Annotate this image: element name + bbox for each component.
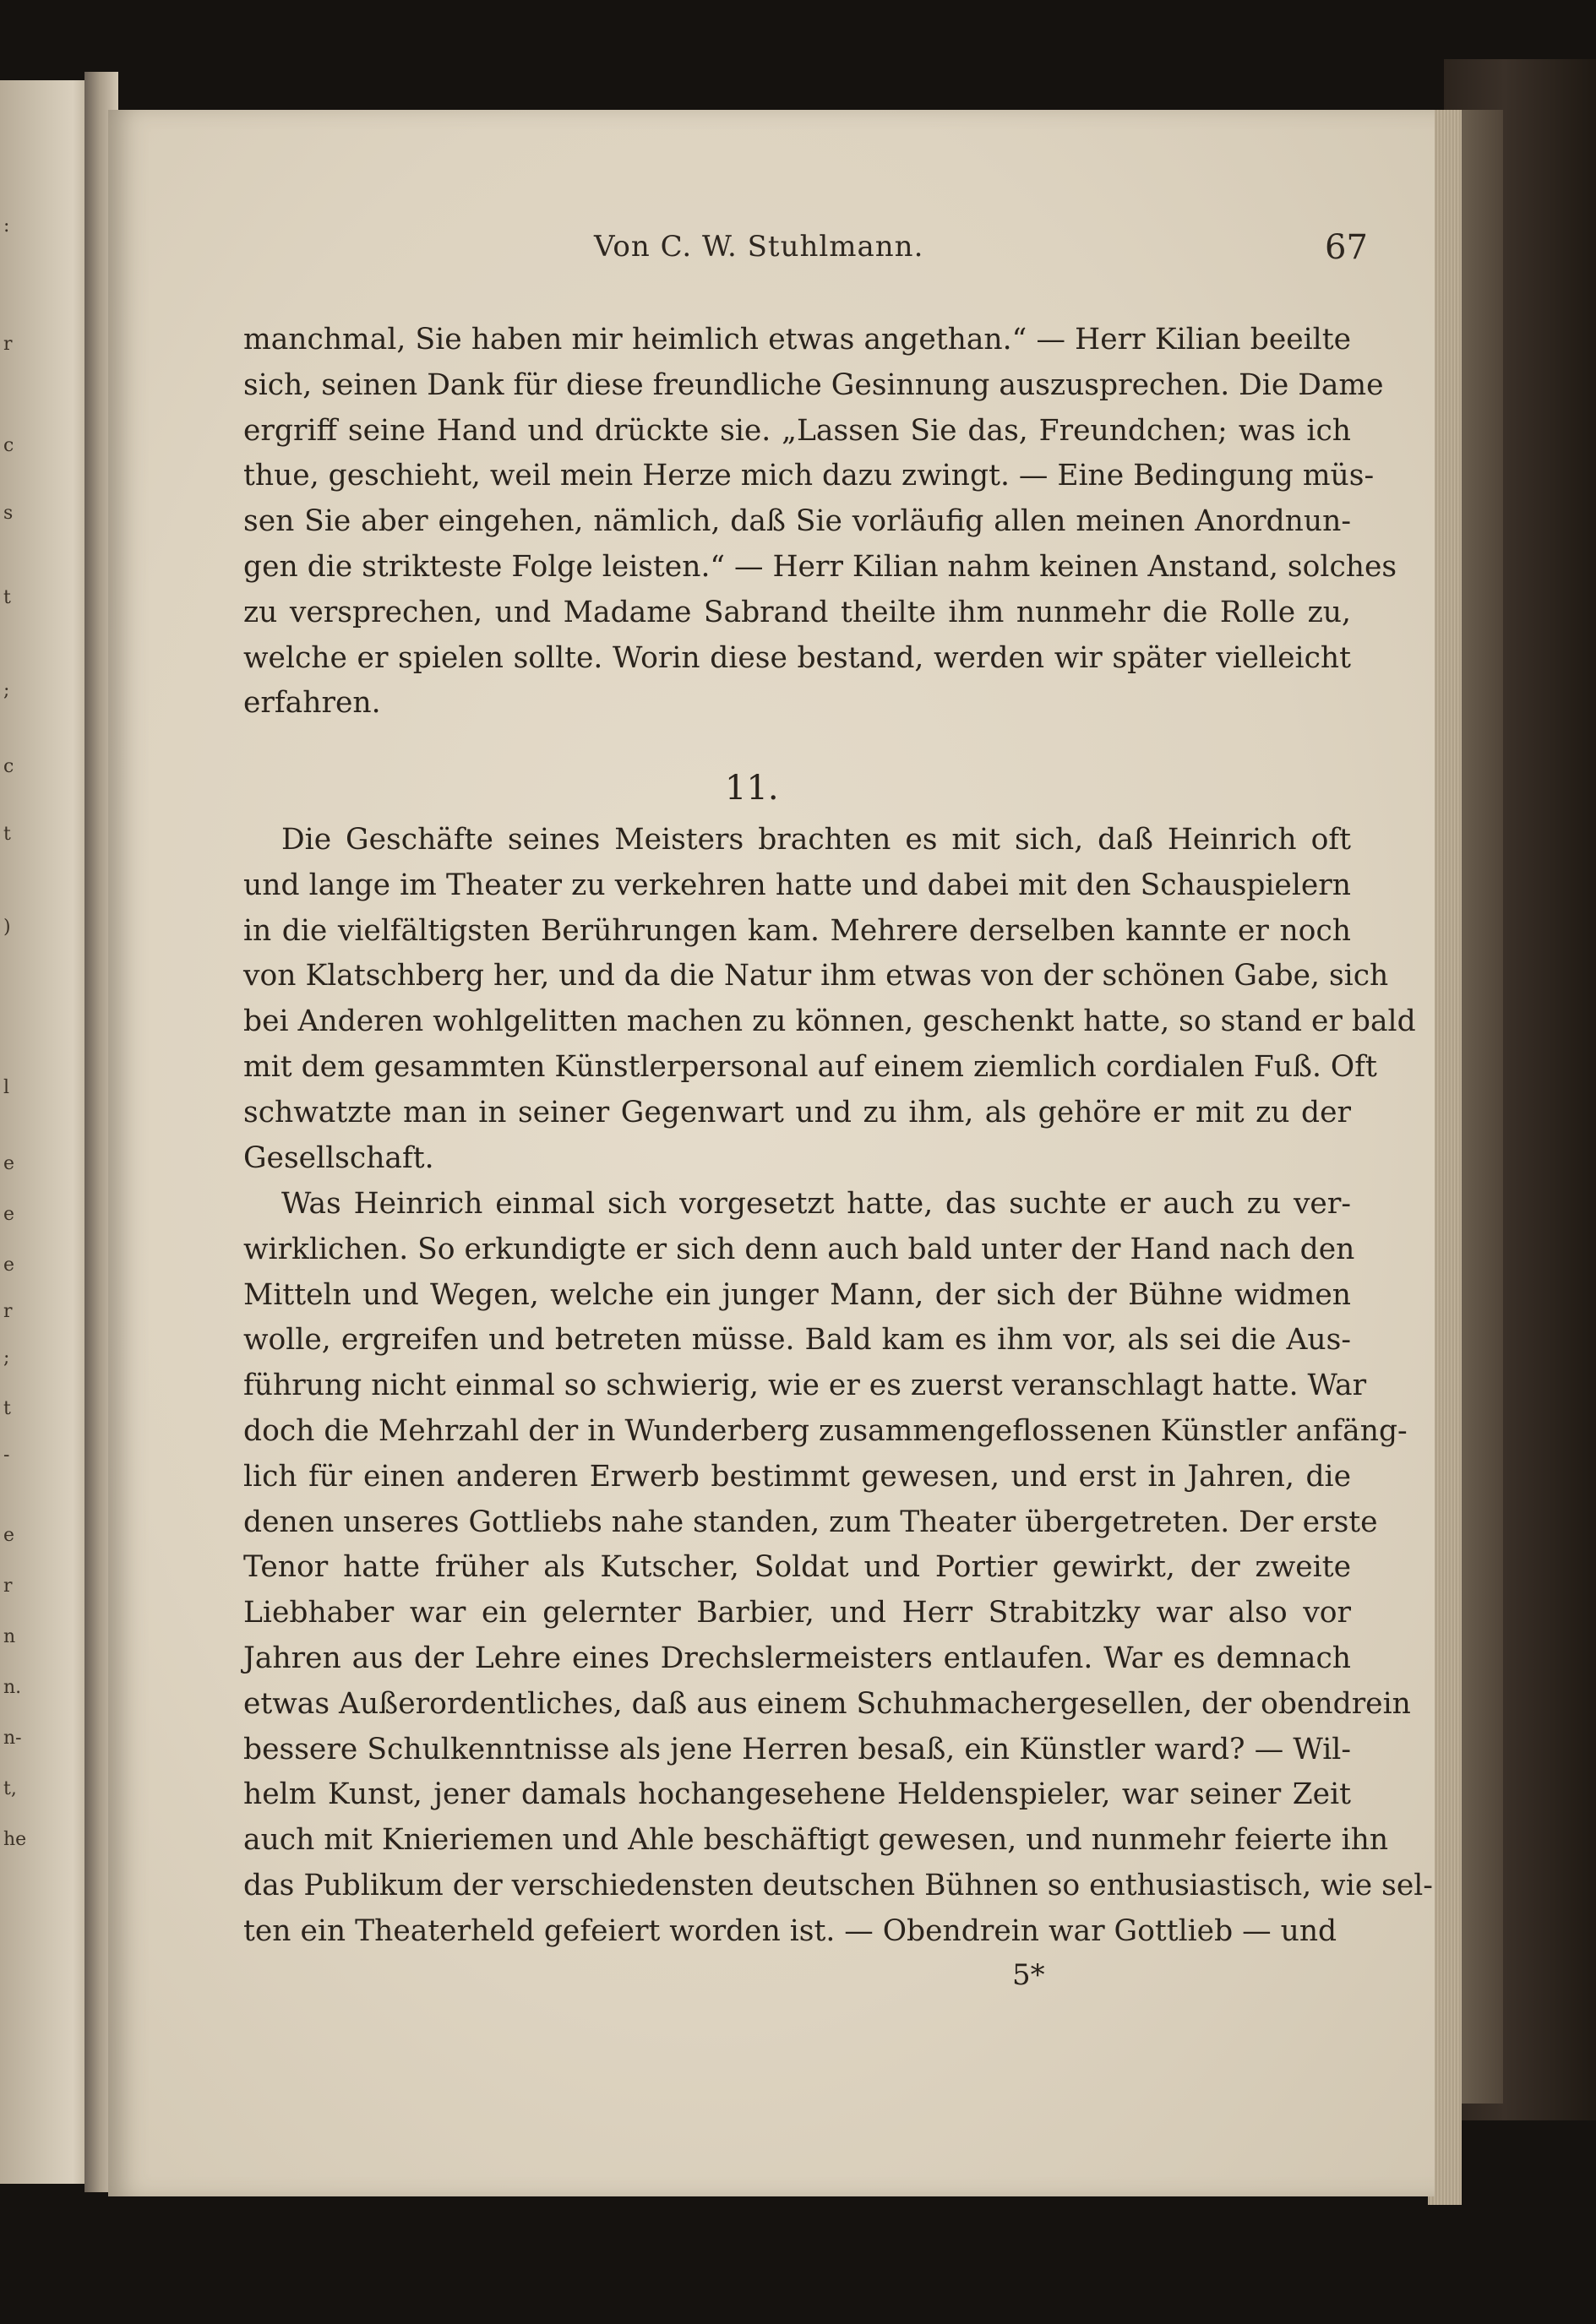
text-line: manchmal, Sie haben mir heimlich etwas angethan.“ — Herr Kilian beeilte (243, 323, 1351, 356)
text-line: doch die Mehrzahl der in Wunderberg zusammengeflossenen Künstler anfäng- (243, 1414, 1408, 1448)
text-line: denen unseres Gottliebs nahe standen, zum Theater übergetreten. Der erste (243, 1505, 1378, 1539)
facing-page-glyph: ) (3, 917, 11, 938)
text-line: mit dem gesammten Künstlerpersonal auf einem ziemlich cordialen Fuß. Oft (243, 1050, 1377, 1084)
facing-page-glyph: ; (3, 680, 10, 701)
facing-page-glyph: e (3, 1153, 15, 1174)
text-line: helm Kunst, jener damals hochangesehene Heldenspieler, war seiner Zeit (243, 1777, 1351, 1812)
text-line: erfahren. (243, 686, 381, 721)
text-line: sich, seinen Dank für diese freundliche Gesinnung auszusprechen. Die Dame (243, 367, 1384, 402)
facing-page-glyph: r (3, 334, 13, 355)
text-line: Tenor hatte früher als Kutscher, Soldat und Portier gewirkt, der zweite (243, 1550, 1351, 1585)
text-line: und lange im Theater zu verkehren hatte und dabei mit den Schauspielern (243, 868, 1351, 902)
text-line: in die vielfältigsten Berührungen kam. Mehrere derselben kannte er noch (243, 913, 1351, 948)
facing-page-glyph: c (3, 435, 14, 456)
facing-page-edge (0, 80, 91, 2184)
facing-page-glyph: : (3, 215, 10, 237)
text-line: lich für einen anderen Erwerb bestimmt gewesen, und erst in Jahren, die (243, 1459, 1351, 1494)
facing-page-glyph: n. (3, 1677, 22, 1698)
facing-page-glyph: ; (3, 1347, 10, 1369)
running-head: Von C. W. Stuhlmann. (594, 230, 924, 264)
text-line: welche er spielen sollte. Worin diese bestand, werden wir später vielleicht (243, 640, 1351, 675)
text-line: Gesellschaft. (243, 1140, 434, 1175)
book-cover-edge (1444, 59, 1596, 2120)
text-line: Mitteln und Wegen, welche ein junger Mann, der sich der Bühne widmen (243, 1277, 1351, 1312)
text-line: ten ein Theaterheld gefeiert worden ist. — Obendrein war Gottlieb — und (243, 1913, 1337, 1948)
text-line: zu versprechen, und Madame Sabrand theilte ihm nunmehr die Rolle zu, (243, 595, 1351, 629)
text-line: Jahren aus der Lehre eines Drechslermeisters entlaufen. War es demnach (243, 1641, 1351, 1675)
facing-page-glyph: n- (3, 1728, 22, 1749)
signature-mark: 5* (1012, 1958, 1045, 1992)
text-line: gen die strikteste Folge leisten.“ — Herr Kilian nahm keinen Anstand, solches (243, 550, 1397, 584)
facing-page-glyph: e (3, 1525, 15, 1546)
facing-page-glyph: l (3, 1077, 10, 1098)
text-line: sen Sie aber eingehen, nämlich, daß Sie vorläufig allen meinen Anordnun- (243, 504, 1351, 539)
text-line: wirklichen. So erkundigte er sich denn auch bald unter der Hand nach den (243, 1232, 1355, 1266)
book-page (108, 110, 1435, 2196)
text-line: das Publikum der verschiedensten deutschen Bühnen so enthusiastisch, wie sel- (243, 1869, 1433, 1902)
text-line: thue, geschieht, weil mein Herze mich dazu zwingt. — Eine Bedingung müs- (243, 459, 1375, 493)
section-number: 11. (725, 769, 779, 808)
text-line: wolle, ergreifen und betreten müsse. Bald kam es ihm vor, als sei die Aus- (243, 1323, 1351, 1358)
facing-page-glyph: t, (3, 1778, 17, 1799)
text-line: Liebhaber war ein gelernter Barbier, und Herr Strabitzky war also vor (243, 1596, 1351, 1630)
text-line: Die Geschäfte seines Meisters brachten es mit sich, daß Heinrich oft (281, 823, 1351, 857)
text-line: auch mit Knieriemen und Ahle beschäftigt gewesen, und nunmehr feierte ihn (243, 1823, 1389, 1858)
text-line: bessere Schulkenntnisse als jene Herren besaß, ein Künstler ward? — Wil- (243, 1732, 1351, 1766)
facing-page-glyph: e (3, 1255, 15, 1276)
facing-page-glyph: n (3, 1626, 16, 1647)
facing-page-glyph: t (3, 824, 11, 845)
facing-page-glyph: c (3, 756, 14, 777)
text-line: führung nicht einmal so schwierig, wie er es zuerst veranschlagt hatte. War (243, 1369, 1367, 1403)
text-line: bei Anderen wohlgelitten machen zu können, geschenkt hatte, so stand er bald (243, 1004, 1416, 1039)
text-line: schwatzte man in seiner Gegenwart und zu ihm, als gehöre er mit zu der (243, 1095, 1351, 1129)
page-number: 67 (1325, 228, 1368, 267)
facing-page-glyph: t (3, 587, 11, 608)
text-line: etwas Außerordentliches, daß aus einem Schuhmachergesellen, der obendrein (243, 1686, 1411, 1721)
facing-page-glyph: s (3, 503, 14, 524)
facing-page-glyph: he (3, 1829, 27, 1850)
facing-page-glyph: r (3, 1301, 13, 1322)
facing-page-glyph: e (3, 1204, 15, 1225)
facing-page-glyph: t (3, 1398, 11, 1419)
text-line: von Klatschberg her, und da die Natur ihm etwas von der schönen Gabe, sich (243, 959, 1389, 993)
facing-page-glyph: - (3, 1445, 10, 1466)
text-line: ergriff seine Hand und drückte sie. „Lassen Sie das, Freundchen; was ich (243, 413, 1351, 448)
facing-page-glyph: r (3, 1576, 13, 1597)
text-line: Was Heinrich einmal sich vorgesetzt hatte, das suchte er auch zu ver- (281, 1187, 1351, 1221)
